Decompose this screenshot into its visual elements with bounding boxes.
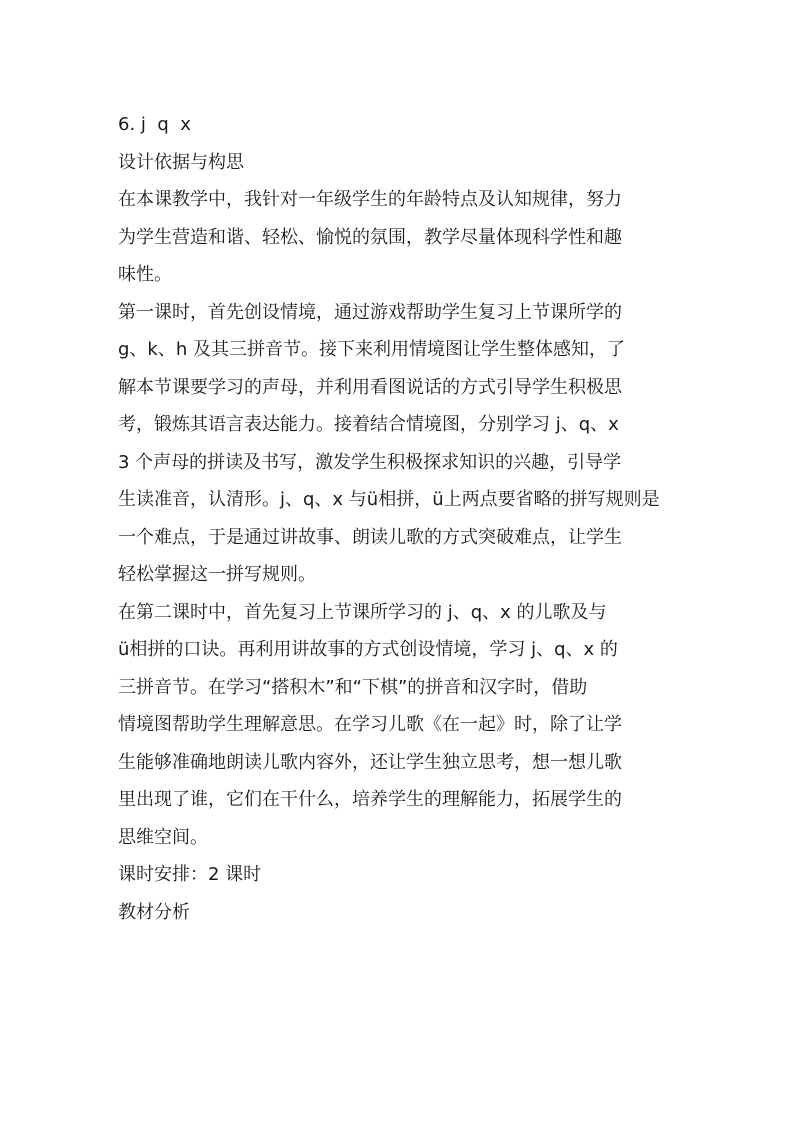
paragraph-line: 情境图帮助学生理解意思。在学习儿歌《在一起》时，除了让学 <box>118 714 622 735</box>
paragraph-line: 为学生营造和谐、轻松、愉悦的氛围，教学尽量体现科学性和趣 <box>118 226 622 248</box>
paragraph-line: ü相拼的口诀。再利用讲故事的方式创设情境，学习 j、q、x 的 <box>118 639 618 660</box>
document-body <box>118 106 678 931</box>
paragraph-line: 在第二课时中，首先复习上节课所学习的 j、q、x 的儿歌及与 <box>118 601 607 623</box>
paragraph-line: 轻松掌握这一拼写规则。 <box>118 564 316 585</box>
section-heading-design: 设计依据与构思 <box>118 151 244 173</box>
section-heading-analysis: 教材分析 <box>118 901 190 923</box>
paragraph-line: 生能够准确地朗读儿歌内容外，还让学生独立思考，想一想儿歌 <box>118 751 622 773</box>
paragraph-line: 里出现了谁，它们在干什么，培养学生的理解能力，拓展学生的 <box>118 789 622 810</box>
paragraph-line: 味性。 <box>118 264 172 285</box>
paragraph-line: 一个难点，于是通过讲故事、朗读儿歌的方式突破难点，让学生 <box>118 526 622 548</box>
paragraph-line: 三拼音节。在学习“搭积木”和“下棋”的拼音和汉字时，借助 <box>118 676 588 698</box>
paragraph-line: 考，锻炼其语言表达能力。接着结合情境图，分别学习 j、q、x <box>118 414 619 435</box>
paragraph-line: 思维空间。 <box>118 826 208 848</box>
paragraph-line: 第一课时，首先创设情境，通过游戏帮助学生复习上节课所学的 <box>118 301 622 323</box>
paragraph-line: 生读准音，认清形。j、q、x 与ü相拼，ü上两点要省略的拼写规则是 <box>118 489 660 510</box>
schedule-line: 课时安排：2 课时 <box>118 864 262 885</box>
paragraph-line: 解本节课要学习的声母，并利用看图说话的方式引导学生积极思 <box>118 376 622 398</box>
paragraph-line: g、k、h 及其三拼音节。接下来利用情境图让学生整体感知，了 <box>118 339 625 360</box>
lesson-title: 6. j q x <box>118 114 191 135</box>
paragraph-line: 3 个声母的拼读及书写，激发学生积极探求知识的兴趣，引导学 <box>118 451 622 473</box>
paragraph-line: 在本课教学中，我针对一年级学生的年龄特点及认知规律，努力 <box>118 189 622 210</box>
